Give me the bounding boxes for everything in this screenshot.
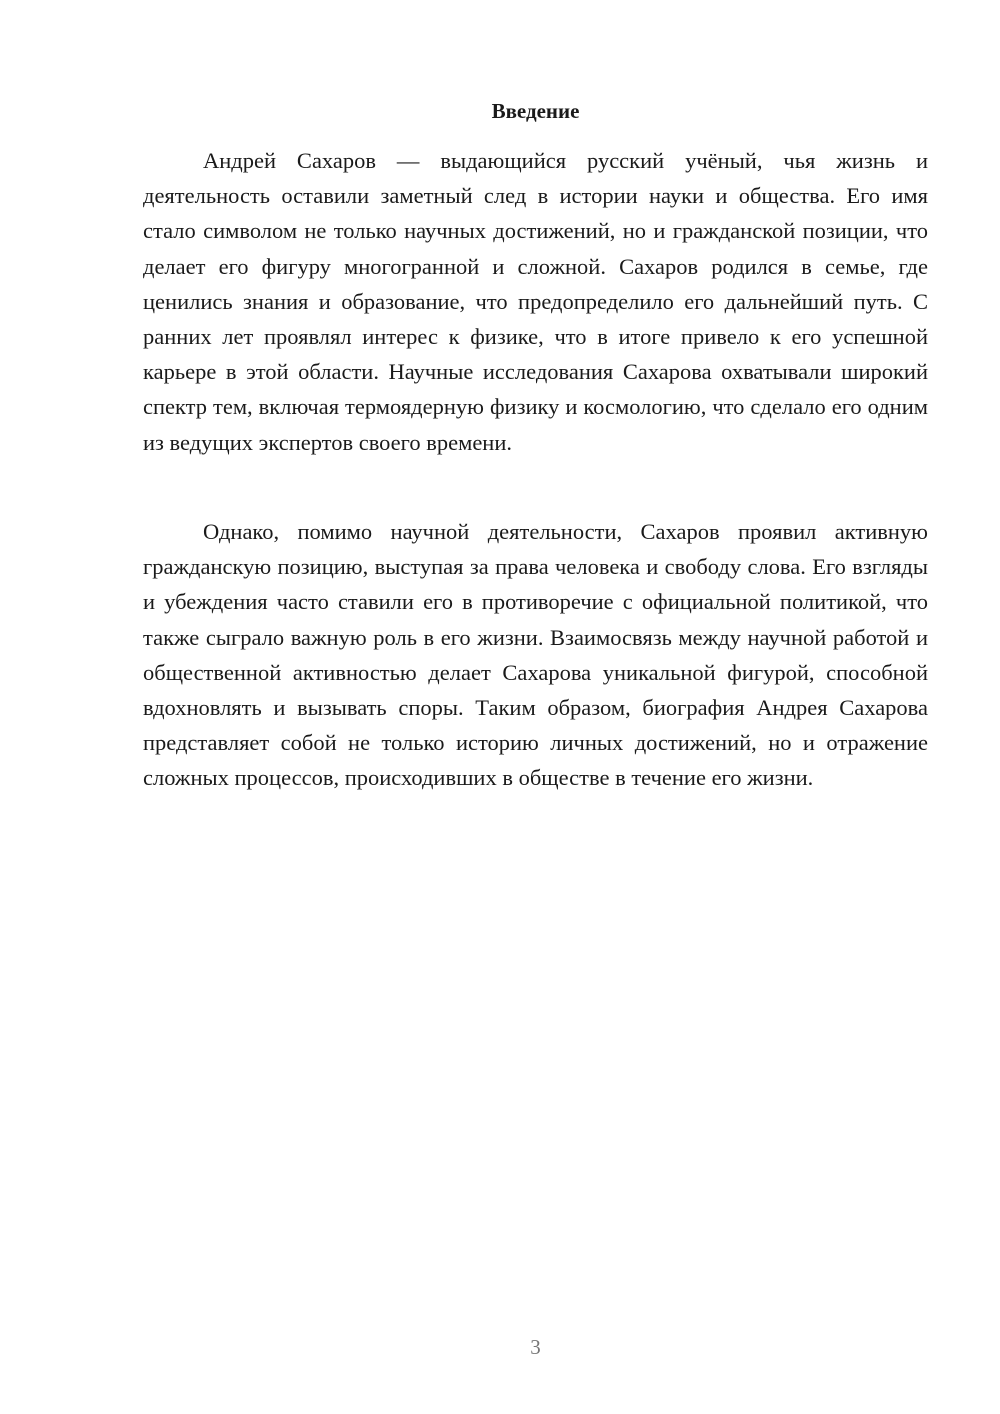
paragraph-1: Андрей Сахаров — выдающийся русский учёный, чья жизнь и деятельность оставили заметный след в истории науки и общества. Его имя стало символом не только научных достижений, но и гражданской позиции, что делает его фигуру многогранной и сложной. Сахаров родился в семье, где ценились знания и образование, что предопределило его дальнейший путь. С ранних лет проявлял интерес к физике, что в итоге привело к его успешной карьере в этой области. Научные исследования Сахарова охватывали широкий спектр тем, включая термоядерную физику и космологию, что сделало его одним из ведущих экспертов своего времени. [143, 148, 928, 455]
page-number: 3 [530, 1335, 541, 1359]
paragraph-2: Однако, помимо научной деятельности, Сахаров проявил активную гражданскую позицию, выступая за права человека и свободу слова. Его взгляды и убеждения часто ставили его в противоречие с официальной политикой, что также сыграло важную роль в его жизни. Взаимосвязь между научной работой и общественной активностью делает Сахарова уникальной фигурой, способной вдохновлять и вызывать споры. Таким образом, биография Андрея Сахарова представляет собой не только историю личных достижений, но и отражение сложных процессов, происходивших в обществе в течение его жизни. [143, 519, 928, 791]
section-heading: Введение [491, 99, 580, 123]
